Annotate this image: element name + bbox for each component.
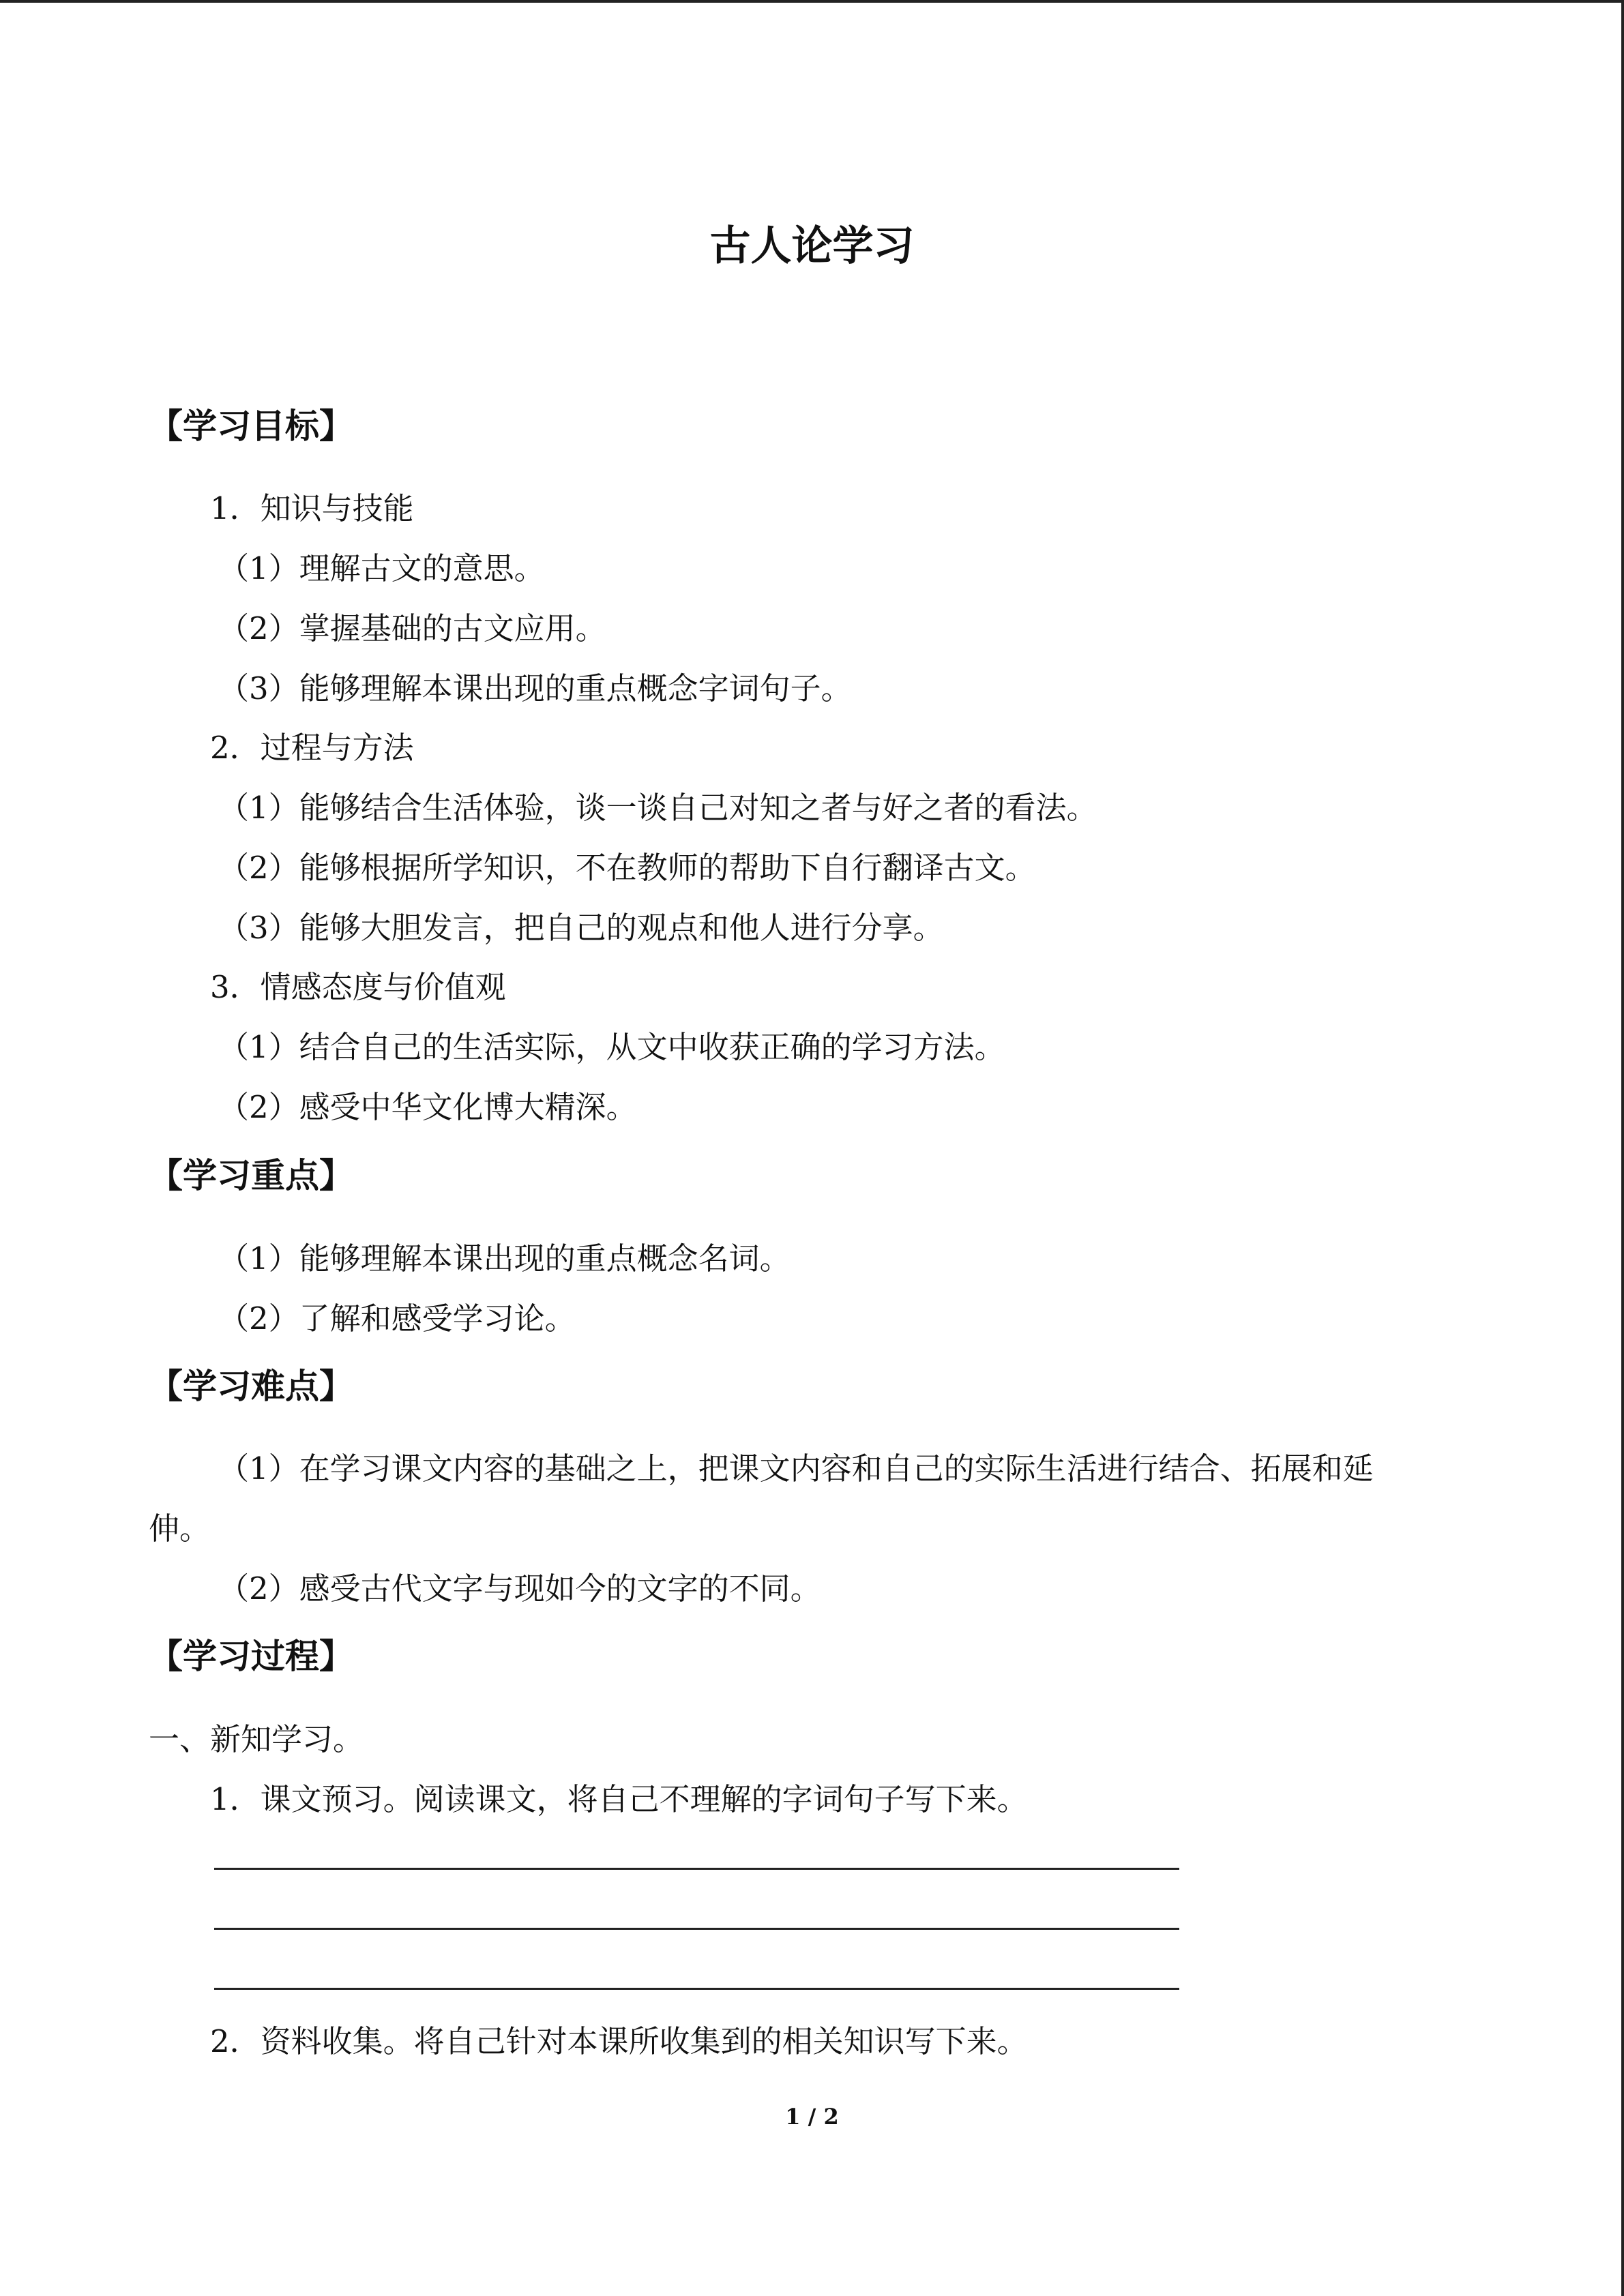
answer-line[interactable] <box>214 1988 1179 1990</box>
page-border-top <box>0 0 1624 3</box>
page-number: 1 / 2 <box>785 2104 839 2130</box>
goals-group3-item: （2）感受中华文化博大精深。 <box>218 1089 637 1125</box>
key-point-item: （1）能够理解本课出现的重点概念名词。 <box>218 1240 791 1277</box>
goals-group2-item: （1）能够结合生活体验，谈一谈自己对知之者与好之者的看法。 <box>218 790 1097 826</box>
difficulty-item: （2）感受古代文字与现如今的文字的不同。 <box>218 1570 821 1607</box>
key-point-item: （2）了解和感受学习论。 <box>218 1300 576 1337</box>
goals-group2-label: 2．过程与方法 <box>210 730 414 766</box>
process-step2: 2．资料收集。将自己针对本课所收集到的相关知识写下来。 <box>210 2023 1028 2059</box>
process-heading: 【学习过程】 <box>149 1636 353 1676</box>
answer-line[interactable] <box>214 1868 1179 1870</box>
difficulty-item-line2: 伸。 <box>149 1510 211 1547</box>
page-border-right <box>1621 0 1624 2296</box>
goals-heading: 【学习目标】 <box>149 406 353 446</box>
goals-group2-item: （2）能够根据所学知识，不在教师的帮助下自行翻译古文。 <box>218 850 1036 886</box>
goals-group1-label: 1．知识与技能 <box>210 490 414 526</box>
page-title: 古人论学习 <box>709 222 915 270</box>
process-step1: 1．课文预习。阅读课文，将自己不理解的字词句子写下来。 <box>210 1781 1028 1817</box>
difficulties-heading: 【学习难点】 <box>149 1366 353 1406</box>
goals-group3-label: 3．情感态度与价值观 <box>210 969 506 1005</box>
goals-group1-item: （3）能够理解本课出现的重点概念字词句子。 <box>218 670 852 706</box>
goals-group2-item: （3）能够大胆发言，把自己的观点和他人进行分享。 <box>218 910 944 946</box>
answer-line[interactable] <box>214 1928 1179 1930</box>
goals-group1-item: （2）掌握基础的古文应用。 <box>218 610 606 646</box>
process-part1: 一、新知学习。 <box>149 1721 364 1757</box>
difficulty-item-line1: （1）在学习课文内容的基础之上，把课文内容和自己的实际生活进行结合、拓展和延 <box>218 1450 1374 1487</box>
goals-group1-item: （1）理解古文的意思。 <box>218 550 545 586</box>
goals-group3-item: （1）结合自己的生活实际，从文中收获正确的学习方法。 <box>218 1029 1005 1065</box>
key-points-heading: 【学习重点】 <box>149 1155 353 1195</box>
